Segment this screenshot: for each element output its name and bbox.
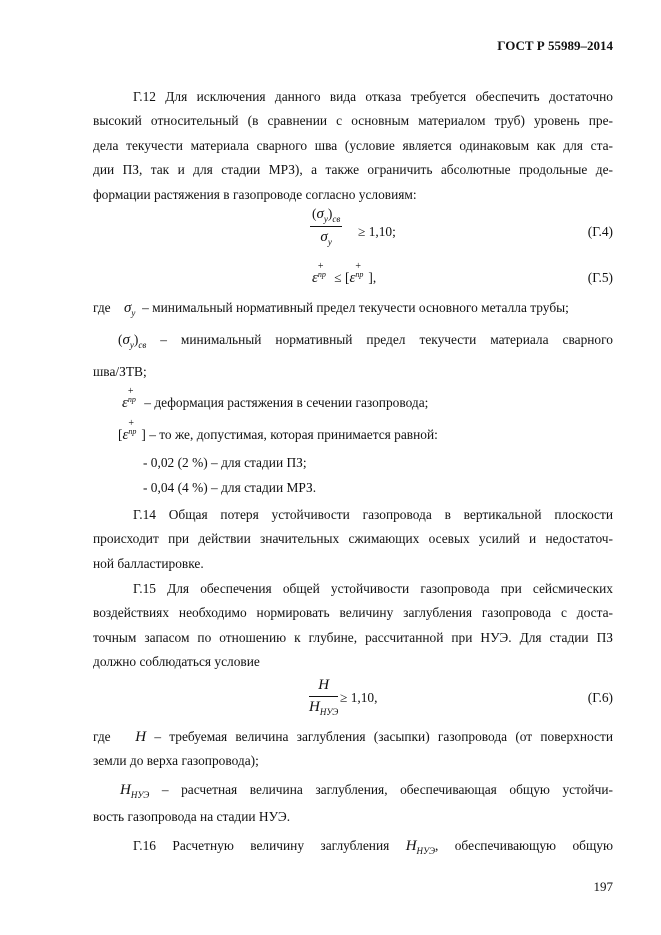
def-sigma-sv-line-2: шва/ЗТВ; xyxy=(93,364,147,379)
equation-g6-fraction: H $H_{НУЭ}$ xyxy=(309,677,339,717)
paragraph-g15 xyxy=(93,577,613,675)
equation-g4-rhs: ≥ 1,10; xyxy=(358,224,396,239)
paragraph-g14 xyxy=(93,503,613,576)
p15-line-2: воздействиях необходимо нормировать величину заглубления газопровода с доста- xyxy=(93,605,613,621)
p12-line-5: формации растяжения в газопроводе согласно условиям: xyxy=(93,186,417,202)
def-epsilon: ε + пр – деформация растяжения в сечении газопровода; xyxy=(122,386,429,411)
p15-line-3: точным запасом по отношению к глубине, рассчитанной при НУЭ. Для стадии ПЗ xyxy=(93,629,613,645)
def-hnue-line-2: вость газопровода на стадии НУЭ. xyxy=(93,809,291,824)
def-epsilon-allowed: [ε + пр ] – то же, допустимая, которая принимается равной: xyxy=(118,418,438,443)
p14-line-3: ной балластировке. xyxy=(93,555,204,571)
equation-g6-number: (Г.6) xyxy=(587,690,613,705)
p14-line-2: происходит при действии значительных сжимающих осевых усилий и недостаточ- xyxy=(93,531,613,547)
equation-g4-number: (Г.4) xyxy=(587,224,613,239)
equation-g5: ε + пр ≤ [ε + пр ], xyxy=(312,261,377,286)
list-item-mrz: - 0,04 (4 %) – для стадии МРЗ. xyxy=(143,480,317,495)
def-hnue-line-1: $H_{НУЭ}$ – расчетная величина заглубления, обеспечивающая общую устойчи- xyxy=(120,782,613,800)
p14-line-1: Г.14 Общая потеря устойчивости газопровода в вертикальной плоскости xyxy=(133,507,613,522)
def-h-line-2: земли до верха газопровода); xyxy=(93,753,259,768)
def-sigma-sv-line-1: $(\sigma_y)_{св}$ – минимальный нормативный предел текучести материала сварного xyxy=(118,332,613,350)
p15-line-4: должно соблюдаться условие xyxy=(93,654,260,670)
equation-g5-number: (Г.5) xyxy=(587,270,613,285)
p12-line-2: высокий относительный (в сравнении с основным материалом труб) уровень пре- xyxy=(93,113,613,129)
document-header: ГОСТ Р 55989–2014 xyxy=(497,38,613,53)
page-number: 197 xyxy=(593,879,613,894)
paragraph-g12 xyxy=(93,85,613,207)
def-h-line-1: где H – требуемая величина заглубления (засыпки) газопровода (от поверхности xyxy=(93,729,613,745)
p12-line-1: Г.12 Для исключения данного вида отказа требуется обеспечить достаточно xyxy=(133,89,613,104)
equation-g4-fraction: $(\sigma_y)_{св}$ $\sigma_y$ xyxy=(312,206,341,247)
paragraph-g16: Г.16 Расчетную величину заглубления $H_{НУЭ}$, обеспечивающую общую xyxy=(133,838,613,856)
def-sigma-y: где $\sigma_y$ – минимальный нормативный предел текучести основного металла трубы; xyxy=(93,300,569,318)
equation-g6-rhs: ≥ 1,10, xyxy=(340,690,378,705)
list-item-pz: - 0,02 (2 %) – для стадии ПЗ; xyxy=(143,455,307,470)
p15-line-1: Г.15 Для обеспечения общей устойчивости газопровода при сейсмических xyxy=(133,581,613,596)
p12-line-4: дии ПЗ, так и для стадии МРЗ), а также ограничить абсолютные продольные де- xyxy=(93,162,613,178)
p12-line-3: дела текучести материала сварного шва (условие является одинаковым как для ста- xyxy=(93,137,613,153)
